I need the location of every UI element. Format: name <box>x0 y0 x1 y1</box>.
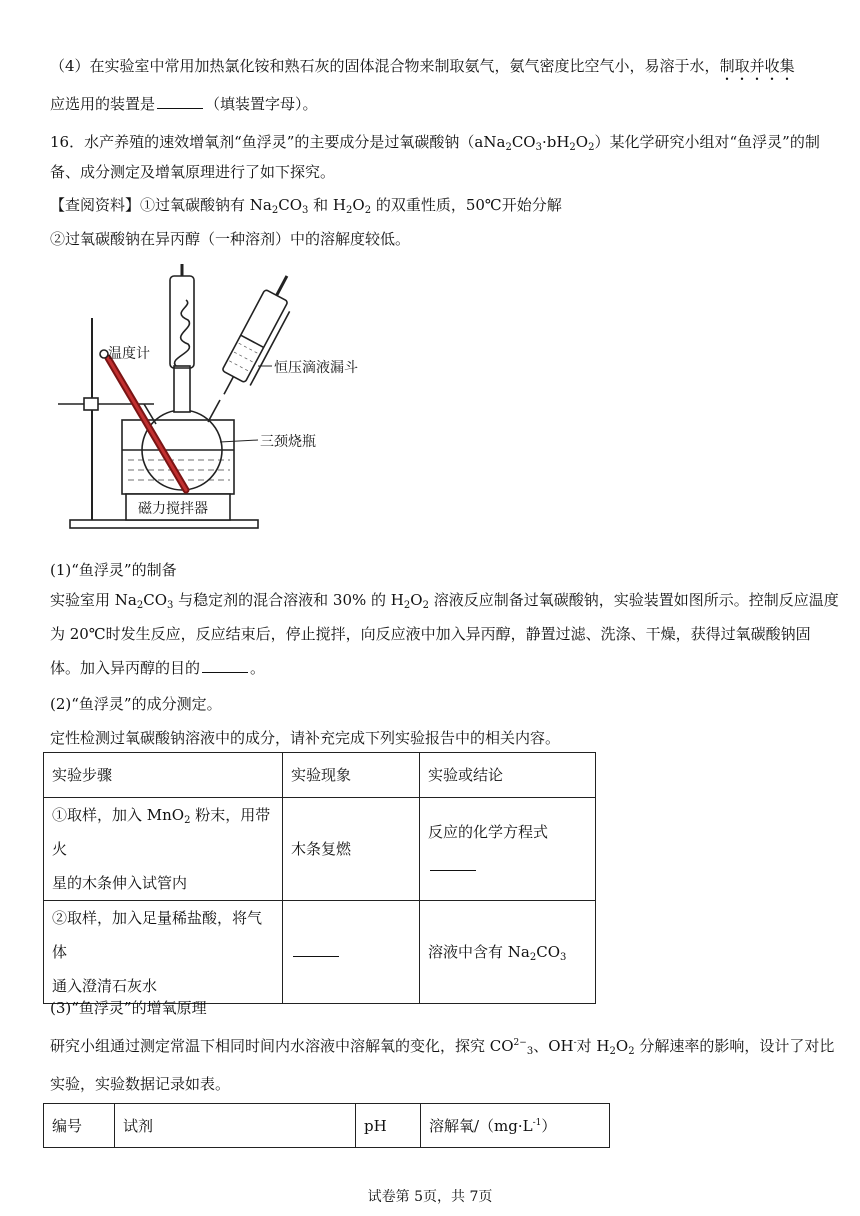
header-cell: 实验步骤 <box>44 753 283 798</box>
label-funnel: 恒压滴液漏斗 <box>274 360 358 376</box>
part1-para-line2: 为 20℃时发生反应，反应结束后，停止搅拌，向反应液中加入异丙醇，静置过滤、洗涤、干燥，获得过氧碳酸钠固 <box>50 625 811 643</box>
step-cell: ②取样，加入足量稀盐酸，将气体 通入澄清石灰水 <box>44 901 283 1004</box>
conclusion-cell: 溶液中含有 $Na_2CO_3$ <box>420 901 596 1004</box>
part3-para-line1: 研究小组通过测定常温下相同时间内水溶液中溶解氧的变化，探究 $CO^{2-}_3$、OH-对 $H_2O_2$ 分解速率的影响，设计了对比 <box>50 1037 835 1057</box>
header-cell: 试剂 <box>115 1104 356 1148</box>
conclusion-cell: 反应的化学方程式 <box>420 798 596 901</box>
part1-heading: (1)“鱼浮灵”的制备 <box>50 561 177 579</box>
answer-blank[interactable] <box>430 856 476 871</box>
phenomenon-cell: 木条复燃 <box>283 798 420 901</box>
experiment-report-table <box>43 752 596 1004</box>
q16-reference-1: 【查阅资料】①过氧碳酸钠有 $Na_2CO_3$ 和 $H_2O_2$ 的双重性质，50℃开始分解 <box>50 196 562 216</box>
part1-para-line3: 体。加入异丙醇的目的 。 <box>50 659 266 677</box>
table-row <box>44 901 596 1004</box>
q15-4-line1: （4）在实验室中常用加热氯化铵和熟石灰的固体混合物来制取氨气，氨气密度比空气小，易溶于水，制取并收集 <box>50 57 795 75</box>
phenomenon-cell <box>283 901 420 1004</box>
dissolved-oxygen-table <box>43 1103 610 1148</box>
part2-intro: 定性检测过氧碳酸钠溶液中的成分，请补充完成下列实验报告中的相关内容。 <box>50 729 561 747</box>
table-header-row <box>44 1104 610 1148</box>
q16-reference-2: ②过氧碳酸钠在异丙醇（一种溶剂）中的溶解度较低。 <box>50 230 411 248</box>
label-stirrer: 磁力搅拌器 <box>138 501 208 517</box>
label-flask: 三颈烧瓶 <box>260 434 316 450</box>
part3-heading: (3)“鱼浮灵”的增氧原理 <box>50 999 207 1017</box>
part1-para-line1: 实验室用 $Na_2CO_3$ 与稳定剂的混合溶液和 30% 的 $H_2O_2$ 溶液反应制备过氧碳酸钠，实验装置如图所示。控制反应温度 <box>50 591 839 611</box>
label-thermometer: 温度计 <box>108 346 150 362</box>
carbonate-ion-charges: $^{2-}_3$ <box>513 1038 534 1057</box>
q16-intro-line1: 16．水产养殖的速效增氧剂“鱼浮灵”的主要成分是过氧碳酸钠$(aNa_2CO_3\cdot bH_2O_2)$某化学研究小组对“鱼浮灵”的制 <box>50 133 820 153</box>
answer-blank[interactable] <box>157 94 203 109</box>
answer-blank[interactable] <box>202 658 248 673</box>
header-cell: 编号 <box>44 1104 115 1148</box>
emphasis-text: 制取并收集 <box>719 57 795 75</box>
table-header-row <box>44 753 596 798</box>
q15-4-line2: 应选用的装置是 （填装置字母）。 <box>50 95 318 113</box>
answer-blank[interactable] <box>293 942 339 957</box>
header-cell: pH <box>356 1104 421 1148</box>
part3-para-line2: 实验，实验数据记录如表。 <box>50 1075 231 1093</box>
table-row <box>44 798 596 901</box>
header-cell: 实验现象 <box>283 753 420 798</box>
page-footer: 试卷第 5页，共 7页 <box>367 1189 493 1205</box>
header-cell: 实验或结论 <box>420 753 596 798</box>
part2-heading: (2)“鱼浮灵”的成分测定。 <box>50 695 222 713</box>
q16-intro-line2: 备、成分测定及增氧原理进行了如下探究。 <box>50 163 336 181</box>
apparatus-figure <box>58 262 368 534</box>
step-cell: ①取样，加入 MnO$_2$ 粉末，用带火 星的木条伸入试管内 <box>44 798 283 901</box>
header-cell: 溶解氧$/(mg\cdot L^{-1})$ <box>421 1104 610 1148</box>
